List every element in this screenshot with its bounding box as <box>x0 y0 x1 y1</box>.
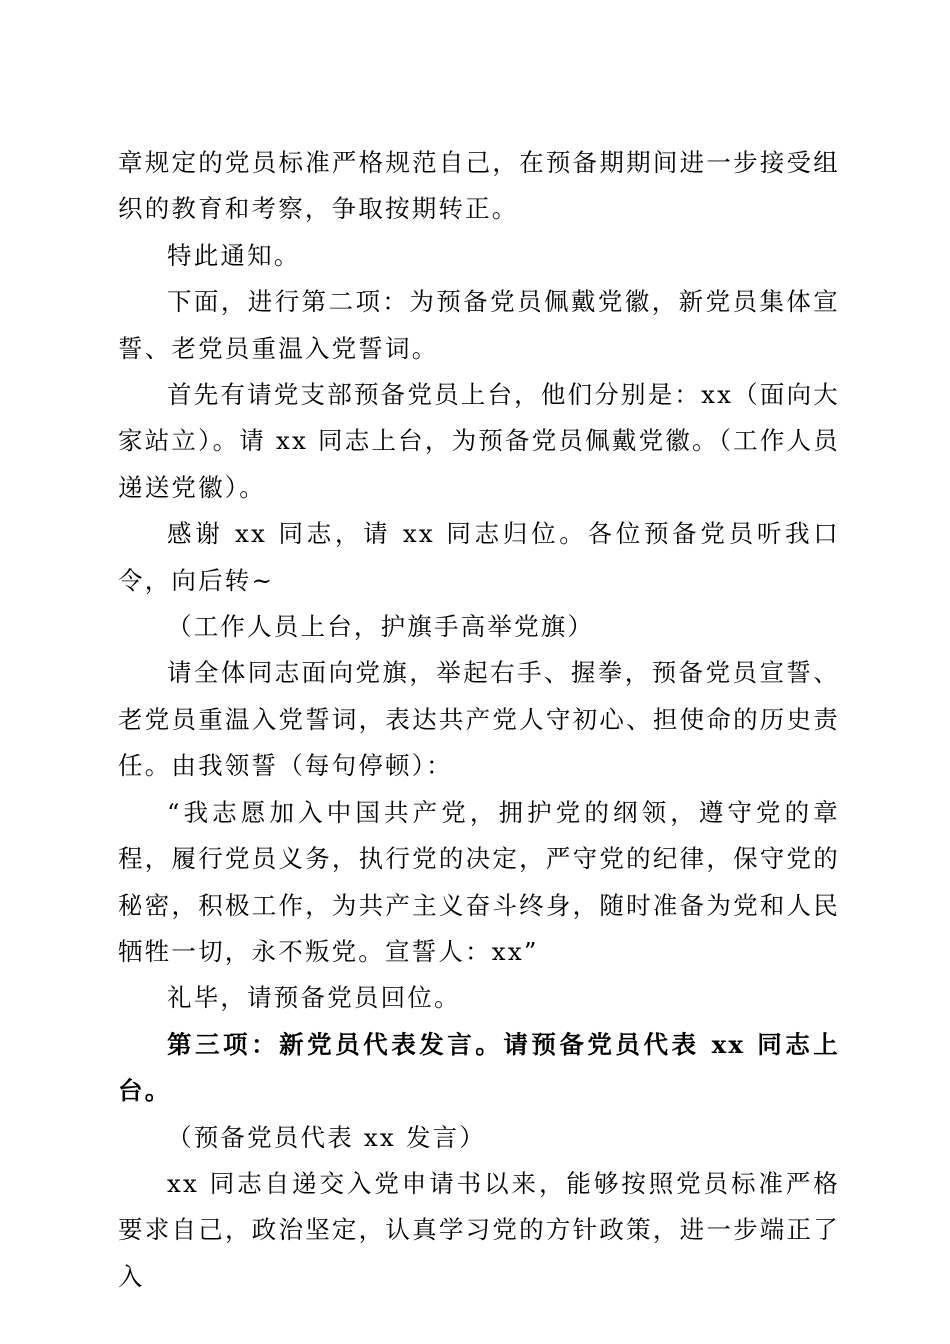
paragraph: 首先有请党支部预备党员上台，他们分别是：xx（面向大家站立）。请 xx 同志上台，为预备党员佩戴党徽。（工作人员递送党徽）。 <box>118 380 840 502</box>
paragraph: 礼毕，请预备党员回位。 <box>167 983 461 1013</box>
paragraph: 下面，进行第二项：为预备党员佩戴党徽，新党员集体宣誓、老党员重温入党誓词。 <box>118 287 840 363</box>
document-page <box>118 140 840 1300</box>
paragraph: 感谢 xx 同志，请 xx 同志归位。各位预备党员听我口令，向后转~ <box>118 519 840 595</box>
paragraph: xx 同志自递交入党申请书以来，能够按照党员标准严格要求自己，政治坚定，认真学习党的方针政策，进一步端正了入 <box>118 1168 840 1291</box>
paragraph: 章规定的党员标准严格规范自己，在预备期期间进一步接受组织的教育和考察，争取按期转正。 <box>118 148 840 224</box>
paragraph: 请全体同志面向党旗，举起右手、握拳，预备党员宣誓、老党员重温入党誓词，表达共产党人守初心、担使命的历史责任。由我领誓（每句停顿）： <box>118 658 840 781</box>
paragraph: （工作人员上台，护旗手高举党旗） <box>167 612 595 642</box>
oath-paragraph: “我志愿加入中国共产党，拥护党的纲领，遵守党的章程，履行党员义务，执行党的决定，严守党的纪律，保守党的秘密，积极工作，为共产主义奋斗终身，随时准备为党和人民牺牲一切，永不叛党。宣誓人：xx” <box>118 797 840 966</box>
section-heading: 第三项：新党员代表发言。请预备党员代表 xx 同志上台。 <box>118 1029 840 1106</box>
paragraph: （预备党员代表 xx 发言） <box>167 1122 487 1152</box>
paragraph: 特此通知。 <box>167 240 301 270</box>
